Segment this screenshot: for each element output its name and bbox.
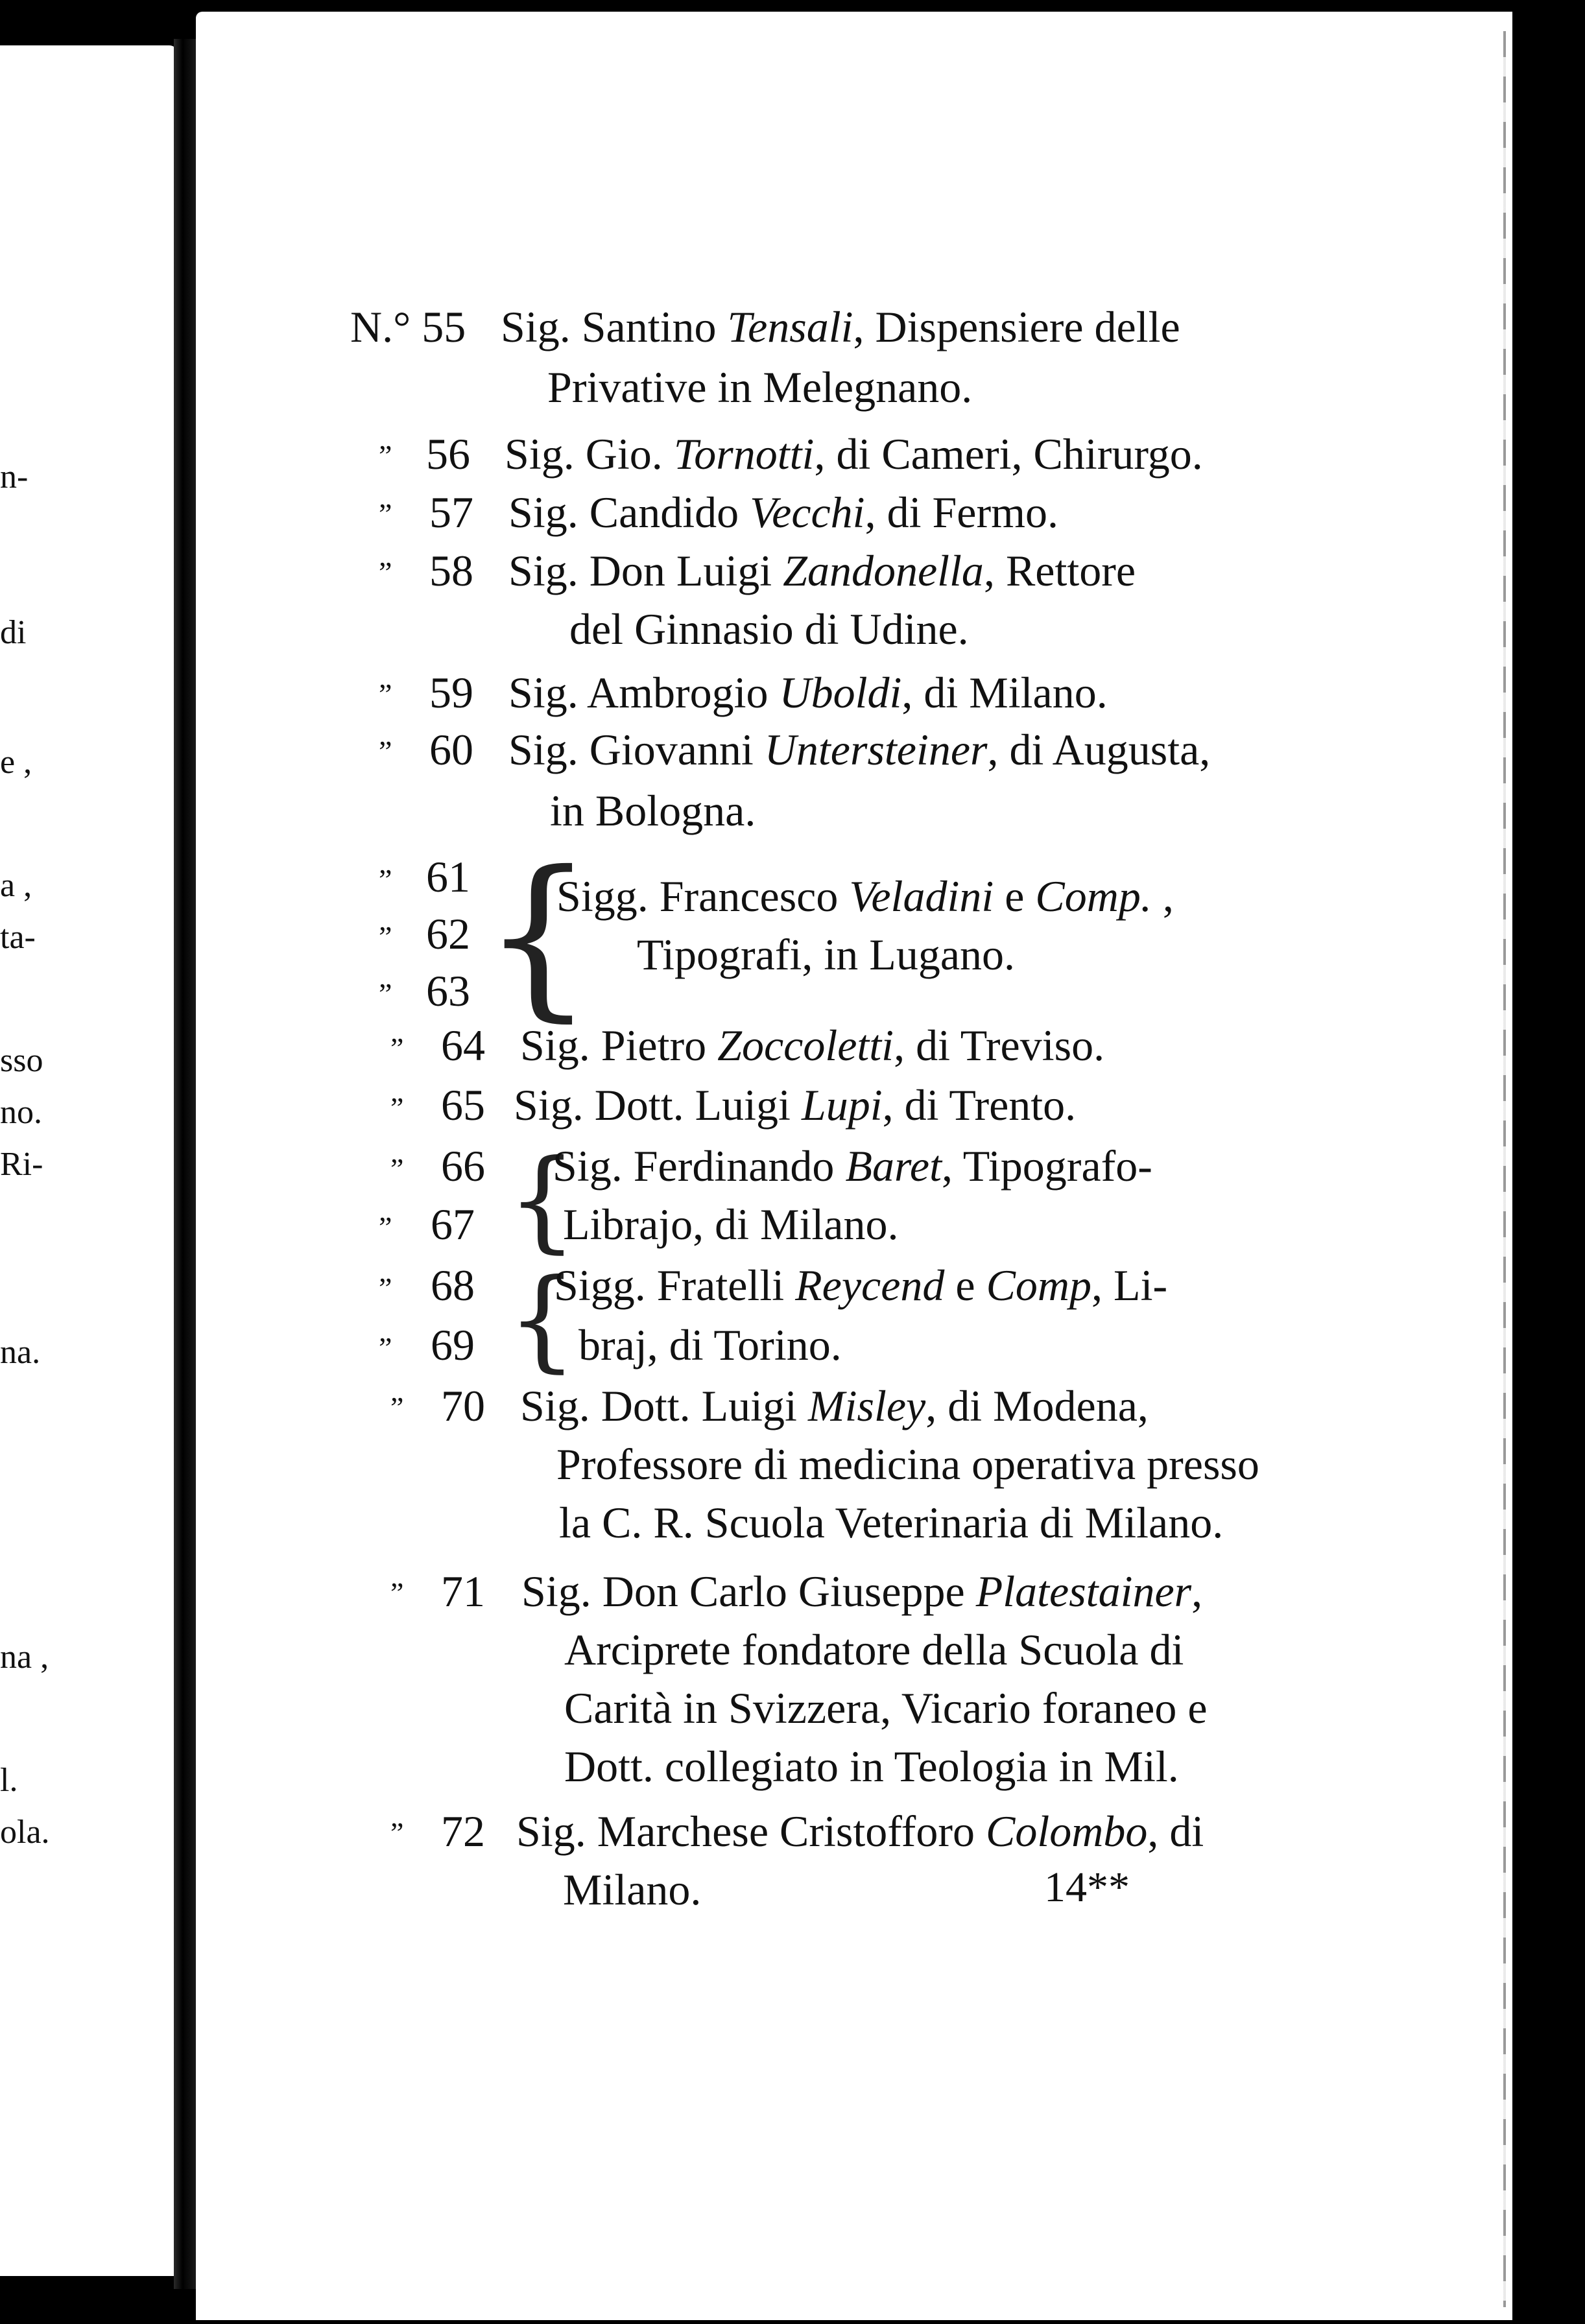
ditto-mark: ” — [379, 735, 392, 768]
entry-text: Sig. Giovanni — [508, 725, 765, 774]
entry-surname: Untersteiner — [764, 725, 988, 774]
entry-surname: Vecchi — [750, 488, 865, 537]
entry-number: 60 — [429, 725, 473, 774]
entry-text: e — [944, 1261, 986, 1310]
entry-number: 59 — [429, 668, 473, 717]
entry-55 — [501, 302, 1180, 351]
entry-continuation: Privative in Melegnano. — [547, 362, 973, 412]
page-edge-shadow — [1503, 31, 1506, 2307]
entry-64 — [520, 1021, 1105, 1070]
document-page — [196, 12, 1512, 2320]
brace: { — [507, 1136, 578, 1264]
ditto-mark: ” — [379, 678, 392, 711]
entry-number: 65 — [441, 1080, 485, 1130]
ditto-mark: ” — [379, 1272, 392, 1305]
entry-continuation: del Ginnasio di Udine. — [569, 604, 969, 654]
entry-text: Sig. Dott. Luigi — [514, 1080, 802, 1130]
entry-number: 62 — [426, 909, 470, 958]
entry-surname: Lupi — [801, 1080, 883, 1130]
ditto-mark: ” — [379, 1211, 392, 1244]
ditto-mark: ” — [379, 497, 392, 530]
book-gutter — [174, 39, 196, 2289]
ditto-mark: ” — [390, 1576, 404, 1609]
brace: { — [507, 1255, 578, 1384]
entry-text: Sig. Ambrogio — [508, 668, 780, 717]
entry-continuation: Tipografi, in Lugano. — [637, 930, 1016, 979]
entry-57 — [508, 488, 1059, 537]
entry-number: 61 — [426, 852, 470, 901]
entry-68-69 — [554, 1261, 1168, 1310]
ditto-mark: ” — [390, 1032, 404, 1065]
entry-text: , di Fermo. — [864, 488, 1059, 537]
ditto-mark: ” — [379, 1331, 392, 1364]
entry-70 — [520, 1381, 1149, 1430]
ditto-mark: ” — [379, 439, 392, 472]
entry-text: Sig. Marchese Cristofforo — [516, 1807, 986, 1856]
left-page-fragment: na. — [0, 1334, 41, 1371]
entry-continuation: la C. R. Scuola Veterinaria di Milano. — [559, 1498, 1224, 1547]
entry-text: , di — [1147, 1807, 1204, 1856]
scan-border — [1512, 0, 1585, 2324]
entry-number: 58 — [429, 546, 473, 595]
signature-mark: 14** — [1044, 1864, 1130, 1911]
left-page-fragment: l. — [0, 1762, 18, 1799]
ditto-mark: ” — [390, 1391, 404, 1424]
entry-number: 57 — [429, 488, 473, 537]
entry-number: 64 — [441, 1021, 485, 1070]
entry-continuation: braj, di Torino. — [578, 1320, 842, 1370]
entry-65 — [514, 1080, 1077, 1130]
entry-surname: Reycend — [795, 1261, 945, 1310]
entry-surname: Tornotti — [673, 429, 815, 479]
entry-66-67 — [553, 1141, 1152, 1191]
entry-text: , di Augusta, — [987, 725, 1211, 774]
ditto-mark: ” — [390, 1091, 404, 1124]
brace: { — [483, 833, 594, 1038]
entry-text: , di Modena, — [925, 1381, 1149, 1430]
entry-number: 56 — [426, 429, 470, 479]
entry-number: 67 — [431, 1200, 475, 1249]
entry-text: Sig. Santino — [501, 302, 728, 351]
left-page-fragment: na , — [0, 1639, 49, 1676]
entry-surname: Veladini — [849, 872, 994, 921]
left-page-fragment: di — [0, 614, 27, 651]
entry-number: 72 — [441, 1807, 485, 1856]
entry-number: 69 — [431, 1320, 475, 1370]
left-page-fragment: n- — [0, 458, 29, 495]
entry-company: Comp. — [1035, 872, 1152, 921]
ditto-mark: ” — [379, 920, 392, 953]
entry-58 — [508, 546, 1136, 595]
entry-text: , — [1191, 1567, 1203, 1616]
entry-text: , — [1151, 872, 1174, 921]
entry-text: , Li- — [1091, 1261, 1168, 1310]
left-page-fragment: Ri- — [0, 1146, 43, 1183]
entry-number: 66 — [441, 1141, 485, 1191]
entry-surname: Uboldi — [779, 668, 902, 717]
left-page-fragment: no. — [0, 1094, 42, 1131]
ditto-mark: ” — [390, 1152, 404, 1185]
entry-surname: Tensali — [727, 302, 853, 351]
entry-text: , di Trento. — [882, 1080, 1077, 1130]
entry-surname: Colombo — [985, 1807, 1148, 1856]
entry-text: Sig. Gio. — [505, 429, 674, 479]
entry-56 — [505, 429, 1203, 479]
left-page-fragment: e , — [0, 744, 32, 781]
entry-text: Sigg. Francesco — [556, 872, 850, 921]
entry-72 — [516, 1807, 1204, 1856]
left-page-fragment: ola. — [0, 1814, 50, 1851]
entry-continuation: Professore di medicina operativa presso — [556, 1440, 1259, 1489]
entry-text: , Rettore — [983, 546, 1136, 595]
left-page-fragment: ta- — [0, 919, 36, 956]
left-facing-page — [0, 45, 178, 2276]
entry-61-63 — [556, 872, 1174, 921]
entry-number: 71 — [441, 1567, 485, 1616]
entry-text: e — [994, 872, 1036, 921]
entry-text: Sig. Ferdinando — [553, 1141, 846, 1191]
entry-number: N.° 55 — [350, 302, 466, 351]
entry-text: Sig. Don Carlo Giuseppe — [521, 1567, 976, 1616]
entry-text: Sig. Don Luigi — [508, 546, 783, 595]
ditto-mark: ” — [379, 556, 392, 589]
entry-continuation: Milano. — [563, 1865, 702, 1914]
entry-60 — [508, 725, 1211, 774]
entry-text: Sig. Dott. Luigi — [520, 1381, 808, 1430]
entry-surname: Misley — [807, 1381, 926, 1430]
entry-continuation: Librajo, di Milano. — [563, 1200, 899, 1249]
entry-number: 70 — [441, 1381, 485, 1430]
ditto-mark: ” — [379, 977, 392, 1010]
entry-71 — [521, 1567, 1203, 1616]
entry-text: , di Cameri, Chirurgo. — [814, 429, 1203, 479]
entry-surname: Zoccoletti — [717, 1021, 894, 1070]
entry-continuation: Carità in Svizzera, Vicario foraneo e — [564, 1683, 1208, 1733]
ditto-mark: ” — [379, 863, 392, 896]
entry-text: , di Milano. — [901, 668, 1108, 717]
entry-number: 63 — [426, 966, 470, 1015]
ditto-mark: ” — [390, 1816, 404, 1849]
entry-continuation: in Bologna. — [550, 786, 756, 835]
entry-59 — [508, 670, 1108, 715]
entry-text: , di Treviso. — [894, 1021, 1105, 1070]
entry-text: Sig. Pietro — [520, 1021, 718, 1070]
entry-text: Sig. Candido — [508, 488, 750, 537]
entry-company: Comp — [986, 1261, 1092, 1310]
left-page-fragment: sso — [0, 1042, 43, 1079]
entry-number: 68 — [431, 1261, 475, 1310]
entry-surname: Platestainer — [975, 1567, 1192, 1616]
left-page-fragment: a , — [0, 867, 32, 904]
entry-text: , Dispensiere delle — [853, 302, 1180, 351]
entry-text: , Tipografo- — [942, 1141, 1152, 1191]
entry-surname: Baret — [845, 1141, 942, 1191]
entry-surname: Zandonella — [783, 546, 984, 595]
entry-continuation: Dott. collegiato in Teologia in Mil. — [564, 1742, 1179, 1791]
entry-text: Sigg. Fratelli — [554, 1261, 796, 1310]
entry-continuation: Arciprete fondatore della Scuola di — [564, 1625, 1184, 1674]
